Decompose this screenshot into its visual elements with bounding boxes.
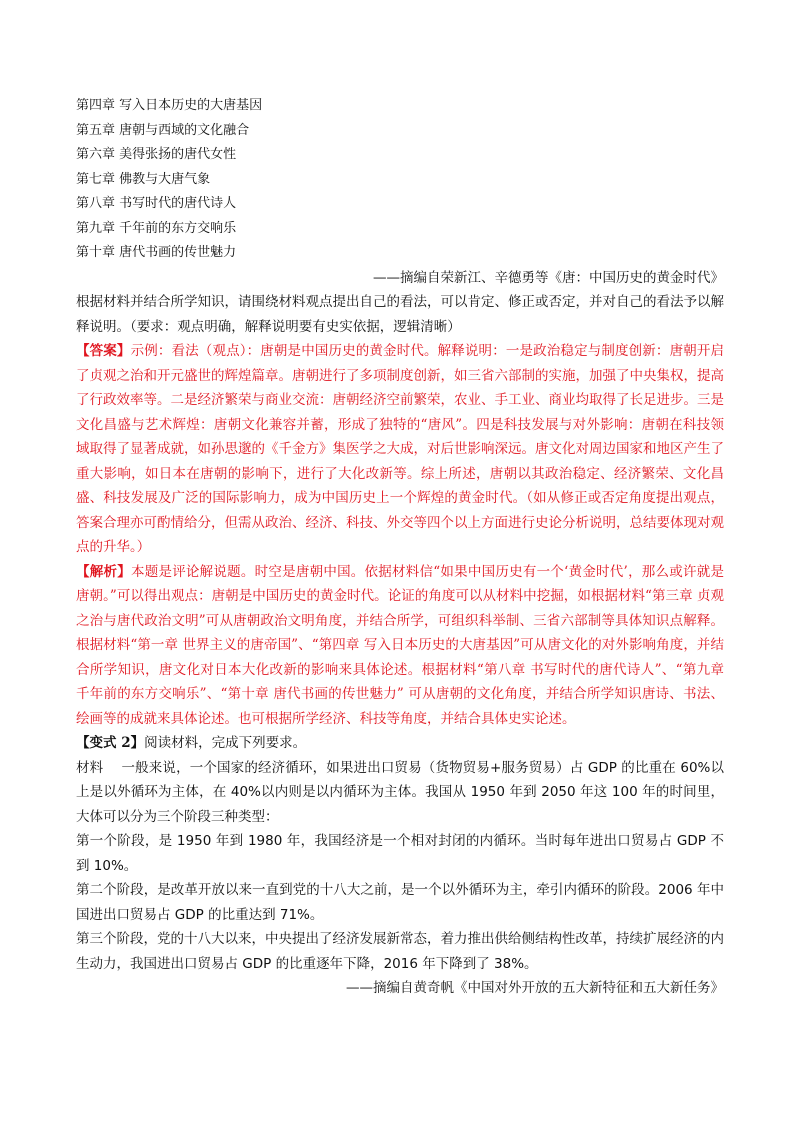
question-text: 根据材料并结合所学知识，请围绕材料观点提出自己的看法，可以肯定、修正或否定，并对自己的看法予以解释说明。（要求：观点明确，解释说明要有史实依据，逻辑清晰） xyxy=(76,294,724,335)
material-stage-3: 第三个阶段，党的十八大以来，中央提出了经济发展新常态，着力推出供给侧结构性改革，持续扩展经济的内生动力，我国进出口贸易占 GDP 的比重逐年下降，2016 年下降到了 38%。 xyxy=(76,931,724,972)
analysis-text: 本题是评论解说题。时空是唐朝中国。依据材料信“如果中国历史有一个‘黄金时代’，那么或许就是唐朝。”可以得出观点：唐朝是中国历史的黄金时代。论证的角度可以从材料中挖掘，如根据材料“第三章 贞观之治与唐代政治文明”可从唐朝政治文明角度，并结合所学，可组织科举制、三省六部制等具体知识点解释。根据材料“第一章 世界主义的唐帝国”、“第四章 写入日本历史的大唐基因”可从唐文化的对外影响角度，并结合所学知识，唐文化对日本大化改新的影响来具体论述。根据材料“第八章 书写时代的唐代诗人”、“第九章 千年前的东方交响乐”、“第十章 唐代书画的传世魅力” 可从唐朝的文化角度，并结合所学知识唐诗、书法、绘画等的成就来具体论述。也可根据所学经济、科技等角度，并结合具体史实论述。 xyxy=(76,563,725,727)
chapter-line: 第十章 唐代书画的传世魅力 xyxy=(76,245,237,260)
answer-block xyxy=(76,339,724,560)
chapter-line: 第五章 唐朝与西域的文化融合 xyxy=(76,122,250,138)
analysis-tag: 【解析】 xyxy=(76,563,131,580)
material-stage-2: 第二个阶段，是改革开放以来一直到党的十八大之前，是一个以外循环为主，牵引内循环的阶段。2006 年中国进出口贸易占 GDP 的比重达到 71%。 xyxy=(76,882,724,923)
chapter-line: 第四章 写入日本历史的大唐基因 xyxy=(76,98,263,113)
material-intro xyxy=(76,756,724,830)
chapter-line: 第九章 千年前的东方交响乐 xyxy=(76,220,237,236)
chapter-line: 第八章 书写时代的唐代诗人 xyxy=(76,196,237,211)
analysis-block xyxy=(76,560,724,732)
material-source: ——摘编自荣新江、辛德勇等《唐：中国历史的黄金时代》 xyxy=(373,269,724,286)
chapter-line: 第七章 佛教与大唐气象 xyxy=(76,171,211,187)
material-stage-1: 第一个阶段，是 1950 年到 1980 年，我国经济是一个相对封闭的内循环。当时每年进出口贸易占 GDP 不到 10%。 xyxy=(76,833,724,874)
material-label: 材料 xyxy=(76,759,104,776)
material-intro-text: 一般来说，一个国家的经济循环，如果进出口贸易（货物贸易+服务贸易）占 GDP 的比重在 60%以上是以外循环为主体，在 40%以内则是以内循环为主体。我国从 1950 年到 2050 年这 100 年的时间里，大体可以分为三个阶段三种类型： xyxy=(76,759,725,825)
variant-heading xyxy=(76,731,724,756)
variant-instruction: 阅读材料，完成下列要求。 xyxy=(144,735,307,751)
answer-text: 示例：看法（观点）：唐朝是中国历史的黄金时代。解释说明：一是政治稳定与制度创新：唐朝开启了贞观之治和开元盛世的辉煌篇章。唐朝进行了多项制度创新，如三省六部制的实施，加强了中央集权，提高了行政效率等。二是经济繁荣与商业交流：唐朝经济空前繁荣，农业、手工业、商业均取得了长足进步。三是文化昌盛与艺术辉煌：唐朝文化兼容并蓄，形成了独特的“唐风”。四是科技发展与对外影响：唐朝在科技领域取得了显著成就，如孙思邈的《千金方》集医学之大成，对后世影响深远。唐文化对周边国家和地区产生了重大影响，如日本在唐朝的影响下，进行了大化改新等。综上所述，唐朝以其政治稳定、经济繁荣、文化昌盛、科技发展及广泛的国际影响力，成为中国历史上一个辉煌的黄金时代。（如从修正或否定角度提出观点，答案合理亦可酌情给分，但需从政治、经济、科技、外交等四个以上方面进行史论分析说明，总结要体现对观点的升华。） xyxy=(76,343,725,555)
variant-label: 【变式 2】 xyxy=(76,735,145,751)
document-page xyxy=(76,94,724,1001)
variant-source: ——摘编自黄奇帆《中国对外开放的五大新特征和五大新任务》 xyxy=(346,980,724,996)
chapter-line: 第六章 美得张扬的唐代女性 xyxy=(76,147,237,162)
answer-tag: 【答案】 xyxy=(76,343,131,359)
